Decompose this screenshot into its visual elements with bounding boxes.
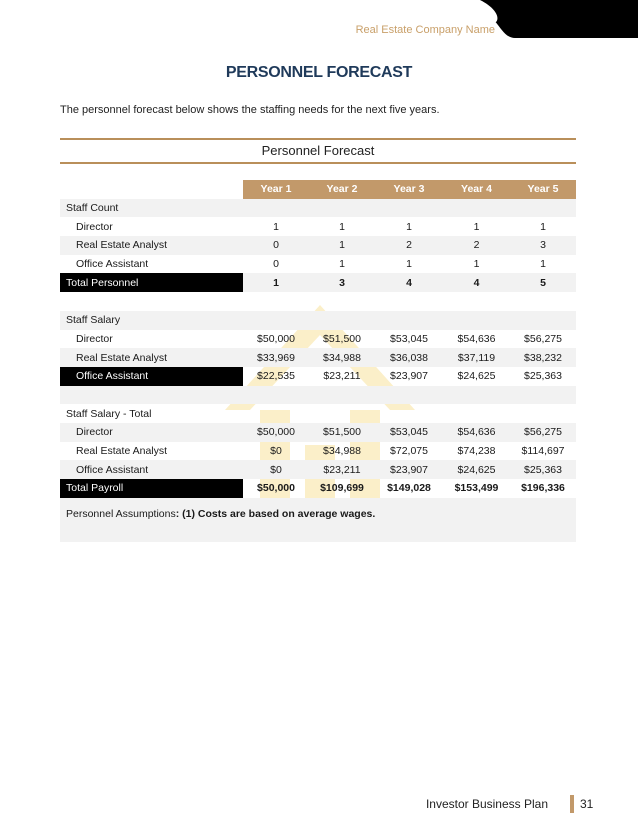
cell: $72,075 [390,444,428,457]
year-4-header: Year 4 [443,180,510,199]
cell: $153,499 [454,482,499,495]
cell: $34,988 [323,444,361,457]
year-1-header: Year 1 [243,180,309,199]
cell: 3 [309,273,375,292]
total-payroll-row [60,479,576,498]
row-label: Office Assistant [60,367,243,386]
company-name: Real Estate Company Name [355,24,495,36]
cell: $24,625 [443,460,510,479]
cell: 1 [540,258,546,271]
cell: 4 [375,273,443,292]
cell: 1 [406,220,412,233]
cell: $149,028 [387,482,431,495]
personnel-assumptions [60,498,576,542]
cell: 1 [309,236,375,255]
cell: $53,045 [390,332,428,345]
section-label: Staff Count [60,199,576,218]
cell: 1 [339,258,345,271]
section-label: Staff Salary [60,311,576,330]
cell: $0 [243,460,309,479]
cell: 0 [273,258,279,271]
footer-divider [570,795,574,813]
spacer-row [60,386,576,405]
cell: $50,000 [257,482,295,495]
footer-doc-title: Investor Business Plan [425,797,548,811]
cell: 2 [443,236,510,255]
table-row [60,348,576,367]
cell: $23,907 [375,460,443,479]
table-row [60,236,576,255]
cell: $74,238 [457,444,496,457]
cell: $114,697 [521,444,565,457]
cell: $36,038 [375,348,443,367]
row-label: Total Payroll [60,479,243,498]
cell: $54,636 [457,332,496,345]
row-label: Total Personnel [60,273,243,292]
table-row [60,330,576,349]
cell: 1 [243,273,309,292]
cell: $56,275 [524,332,562,345]
row-label: Director [76,332,113,345]
table-row [60,442,576,461]
intro-text: The personnel forecast below shows the staffing needs for the next five years. [60,104,440,116]
cell: $0 [270,444,282,457]
cell: 2 [375,236,443,255]
row-label: Real Estate Analyst [76,444,168,457]
cell: $23,211 [323,370,361,383]
year-header-row [60,180,576,199]
cell: $196,336 [521,482,565,495]
cell: $24,625 [457,370,496,383]
cell: 1 [339,220,345,233]
cell: 1 [473,220,480,233]
row-label: Office Assistant [76,258,149,271]
cell: 0 [243,236,309,255]
year-3-header: Year 3 [375,180,443,199]
cell: $56,275 [510,423,576,442]
row-label: Real Estate Analyst [60,348,243,367]
cell: 1 [406,258,412,271]
cell: $109,699 [320,482,364,495]
cell: $50,000 [257,332,295,345]
table-row [60,460,576,479]
table-row [60,367,576,386]
row-label: Director [76,220,113,233]
cell: 5 [510,273,576,292]
header-bar [0,0,638,44]
assumptions-label: Personnel Assumptions [66,507,176,520]
total-personnel-row [60,273,576,292]
section-row-staff-salary-total [60,404,576,423]
cell: 4 [443,273,510,292]
cell: 1 [540,220,546,233]
cell: 1 [473,258,480,271]
cell: $22,535 [257,370,295,383]
cell: $34,988 [309,348,375,367]
personnel-forecast-table [60,137,576,542]
table-row [60,423,576,442]
spacer-row [60,292,576,311]
table-row [60,255,576,274]
year-2-header: Year 2 [309,180,375,199]
page-title: PERSONNEL FORECAST [225,64,413,81]
row-label: Director [60,423,243,442]
cell: $33,969 [243,348,309,367]
section-label: Staff Salary - Total [66,407,152,420]
year-5-header: Year 5 [510,180,576,199]
cell: $25,363 [510,460,576,479]
cell: $23,211 [309,460,375,479]
section-row-staff-salary [60,311,576,330]
cell: $53,045 [375,423,443,442]
cell: $37,119 [443,348,510,367]
cell: $38,232 [510,348,576,367]
cell: $23,907 [390,370,428,383]
cell: $51,500 [323,332,361,345]
cell: $25,363 [524,370,562,383]
cell: $54,636 [443,423,510,442]
cell: 1 [273,220,279,233]
assumptions-text: : (1) Costs are based on average wages. [175,507,376,520]
row-label: Real Estate Analyst [60,236,243,255]
cell: $50,000 [243,423,309,442]
row-label: Office Assistant [60,460,243,479]
cell: 3 [510,236,576,255]
table-caption: Personnel Forecast [60,138,576,164]
table-row [60,217,576,236]
page-number: 31 [580,797,594,811]
header-blank [60,180,243,199]
section-row-staff-count [60,199,576,218]
cell: $51,500 [309,423,375,442]
